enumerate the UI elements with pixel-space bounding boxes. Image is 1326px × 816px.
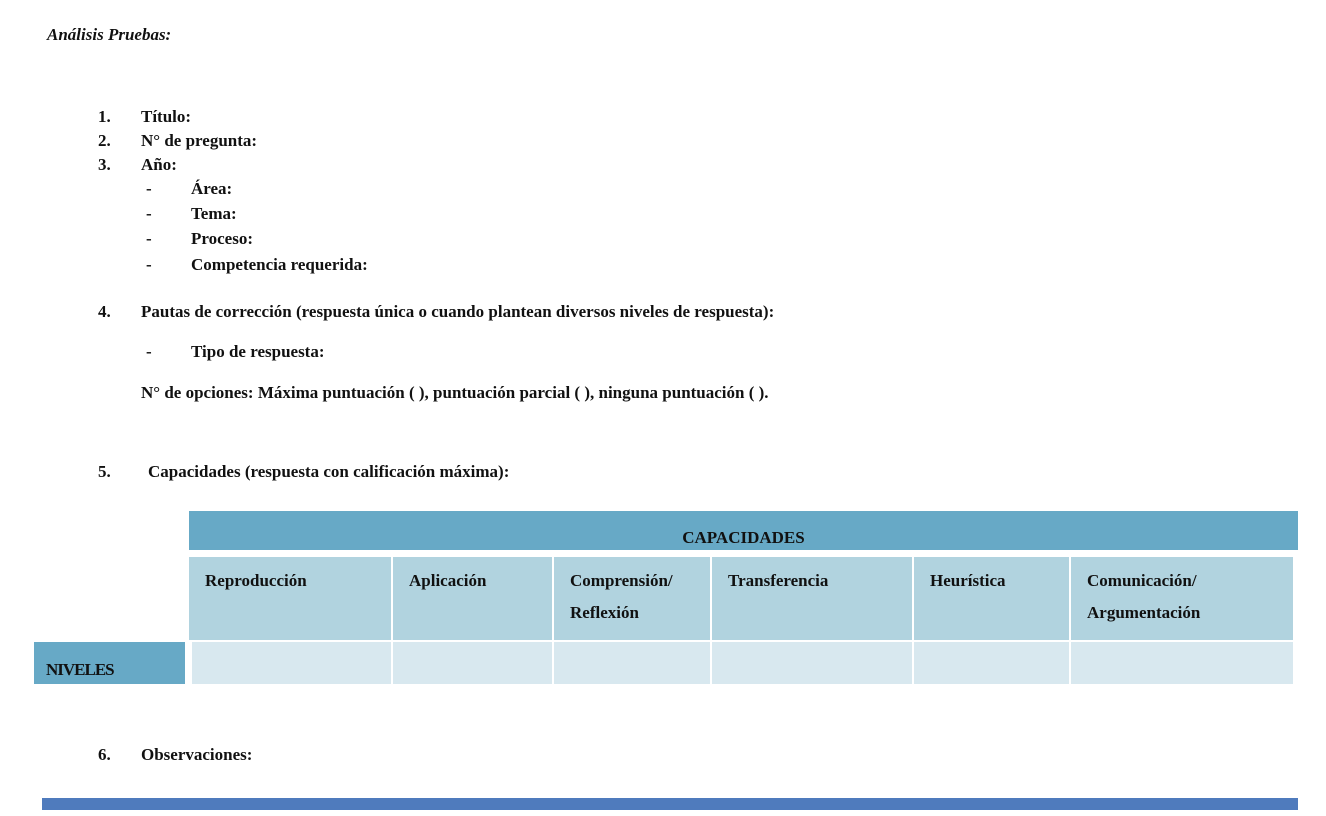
item-pregunta: N° de pregunta:	[141, 131, 258, 150]
niveles-cell[interactable]	[393, 642, 552, 684]
item-ano: Año:	[141, 155, 177, 174]
item-number: 2.	[98, 131, 111, 150]
dash: -	[146, 229, 152, 248]
niveles-cell[interactable]	[1071, 642, 1293, 684]
item-number: 1.	[98, 107, 111, 126]
column-label: Comprensión/	[570, 571, 673, 590]
dash: -	[146, 255, 152, 274]
column-transferencia	[712, 557, 912, 640]
subitem-tipo-respuesta: Tipo de respuesta:	[191, 342, 325, 361]
column-comprension	[554, 557, 710, 640]
column-label: Reproducción	[205, 571, 307, 590]
document-title: Análisis Pruebas:	[47, 25, 172, 44]
column-label: Comunicación/	[1087, 571, 1197, 590]
item-number: 6.	[98, 745, 111, 764]
column-heuristica	[914, 557, 1069, 640]
column-aplicacion	[393, 557, 552, 640]
item-titulo: Título:	[141, 107, 192, 126]
niveles-cell[interactable]	[712, 642, 912, 684]
row-label-niveles: NIVELES	[34, 642, 185, 684]
item-number: 5.	[98, 462, 111, 481]
column-label: Transferencia	[728, 571, 829, 590]
dash: -	[146, 204, 152, 223]
subitem-tema: Tema:	[191, 204, 237, 223]
niveles-cell[interactable]	[192, 642, 391, 684]
item-pautas: Pautas de corrección (respuesta única o cuando plantean diversos niveles de respuesta):	[141, 302, 775, 321]
column-reproduccion	[189, 557, 391, 640]
subitem-competencia: Competencia requerida:	[191, 255, 368, 274]
column-label: Heurística	[930, 571, 1006, 590]
dash: -	[146, 179, 152, 198]
subitem-proceso: Proceso:	[191, 229, 253, 248]
niveles-cell[interactable]	[554, 642, 710, 684]
item-observaciones: Observaciones:	[141, 745, 253, 764]
column-label: Argumentación	[1087, 603, 1201, 622]
column-label: Aplicación	[409, 571, 487, 590]
opciones-text: N° de opciones: Máxima puntuación ( ), puntuación parcial ( ), ninguna puntuación ( ).	[141, 383, 769, 402]
subitem-area: Área:	[191, 179, 233, 198]
dash: -	[146, 342, 152, 361]
footer-divider-bar	[42, 798, 1298, 810]
column-comunicacion	[1071, 557, 1293, 640]
niveles-cell[interactable]	[914, 642, 1069, 684]
table-header-capacidades: CAPACIDADES	[189, 511, 1298, 550]
item-capacidades: Capacidades (respuesta con calificación máxima):	[148, 462, 510, 481]
item-number: 3.	[98, 155, 111, 174]
column-label: Reflexión	[570, 603, 639, 622]
item-number: 4.	[98, 302, 111, 321]
